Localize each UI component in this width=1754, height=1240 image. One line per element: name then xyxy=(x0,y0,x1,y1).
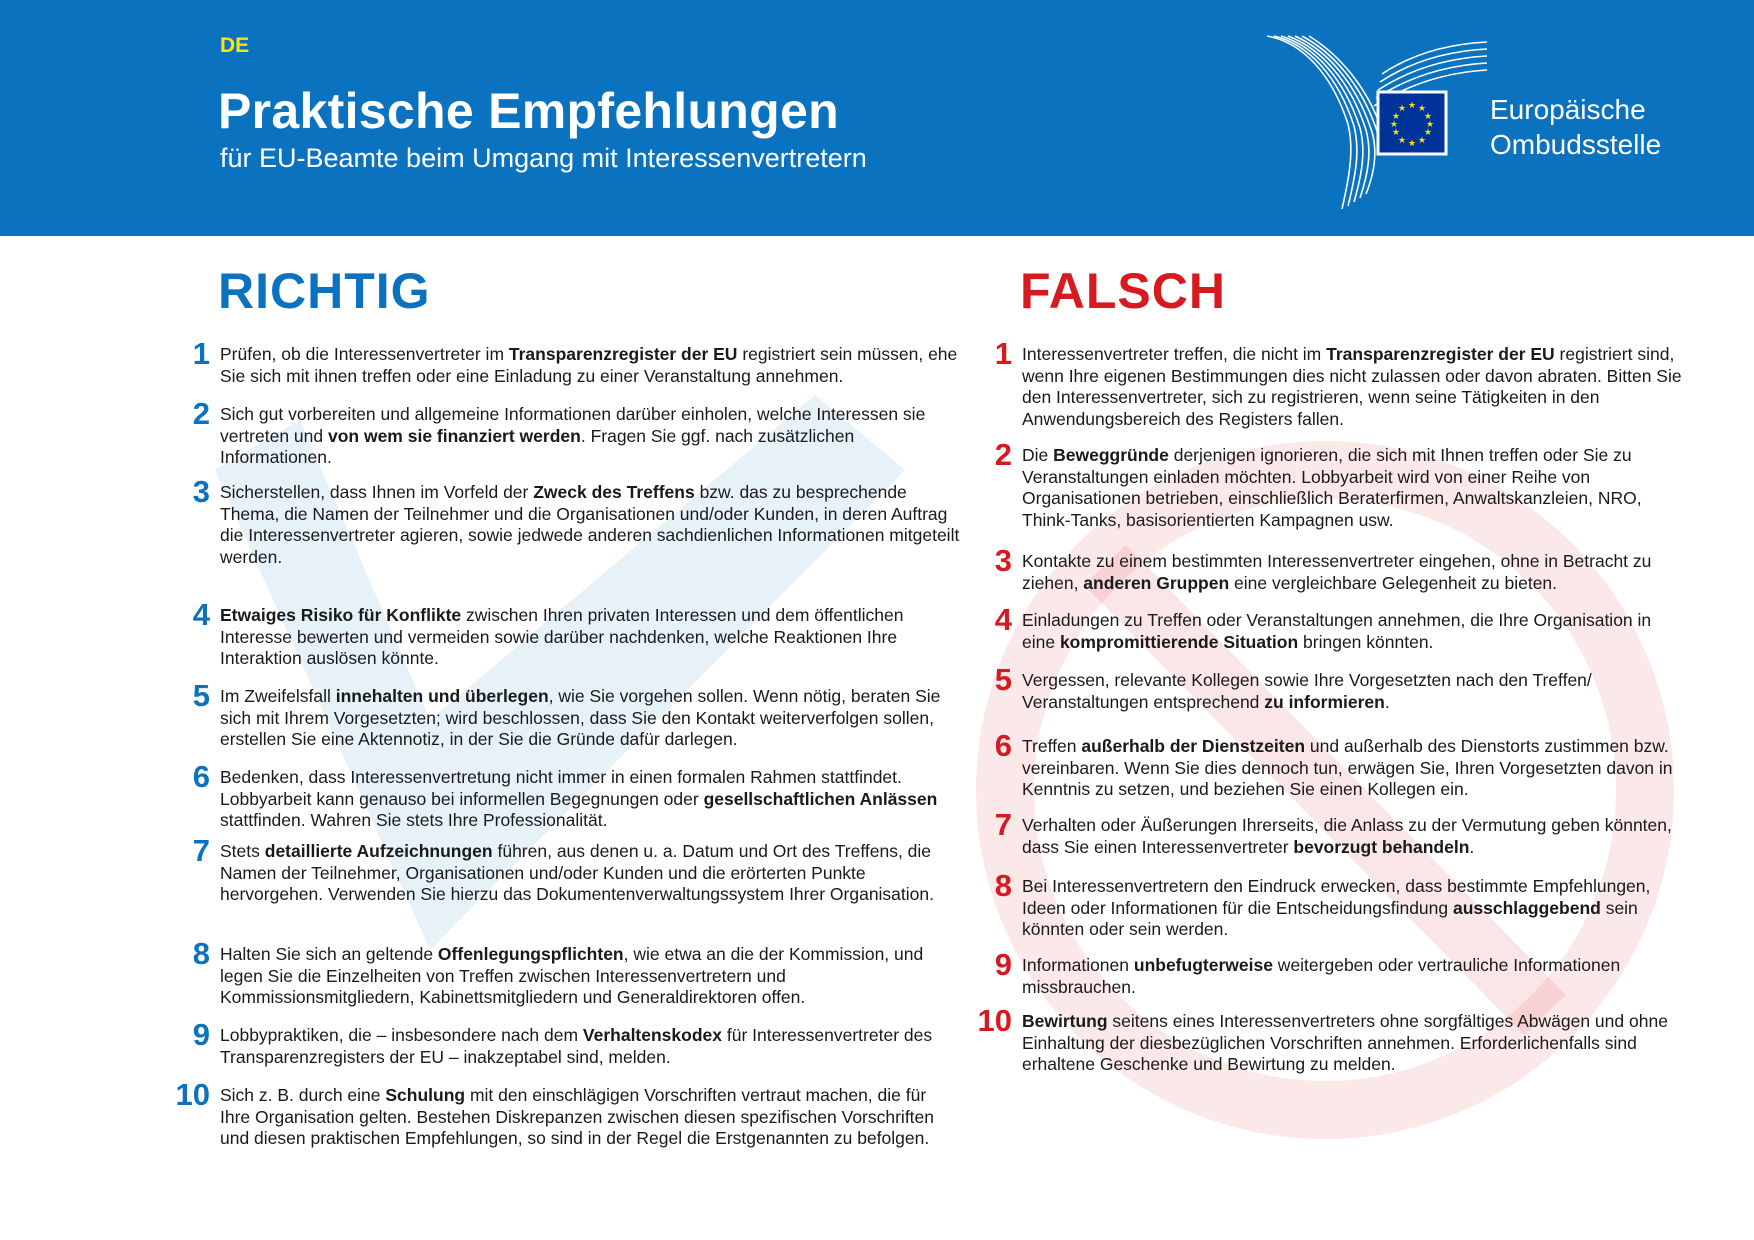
item-text xyxy=(1022,610,1682,653)
item-text-bold: innehalten und überlegen xyxy=(335,686,549,706)
item-text-part: Bei Interessenvertretern den Eindruck erwecken, dass bestimmte Empfehlungen, Ideen oder Informationen für die Entscheidungsfindung xyxy=(1022,876,1651,918)
item-text-part: Sich gut vorbereiten und allgemeine Informationen darüber einholen, welche Interessen sie vertreten und xyxy=(220,404,926,446)
item-text-part: eine vergleichbare Gelegenheit zu bieten. xyxy=(1229,572,1558,593)
item-text-bold: anderen Gruppen xyxy=(1083,572,1230,593)
item-number: 10 xyxy=(175,1077,210,1112)
item-text-part: Interessenvertreter treffen, die nicht im xyxy=(1022,344,1327,364)
item-text-part: für Interessenvertreter des Transparenzregisters der EU – inakzeptabel sind, melden. xyxy=(220,1025,933,1067)
logo-line-2: Ombudsstelle xyxy=(1490,129,1662,160)
item-number: 2 xyxy=(192,396,210,431)
item-text-part: seitens eines Interessenvertreters ohne sorgfältiges Abwägen und ohne Einhaltung der diesbezüglichen Vorschriften annehmen. Erforderlichenfalls sind erhaltene Geschenke und Bewirtung zu melden. xyxy=(1022,1011,1668,1074)
item-text-part: bzw. das zu besprechende Thema, die Namen der Teilnehmer und die Organisationen und/oder Kunden, in deren Auftrag die Interessenvertreter agieren, sowie jedwede anderen sachdienlichen Informationen mitgeteilt werden. xyxy=(220,482,960,567)
item-text-part: Informationen xyxy=(1022,955,1134,975)
item-text-part: Lobbypraktiken, die – insbesondere nach dem xyxy=(220,1025,583,1045)
item-text-part: Kontakte zu einem bestimmten Interessenvertreter eingehen, ohne in Betracht zu ziehen, xyxy=(1022,551,1652,593)
item-text-part: Vergessen, relevante Kollegen sowie Ihre Vorgesetzten nach den Treffen/ Veranstaltungen entsprechend xyxy=(1022,670,1592,712)
item-text xyxy=(1022,344,1682,430)
item-number: 10 xyxy=(977,1003,1012,1038)
item-number: 3 xyxy=(994,543,1012,578)
svg-text:★: ★ xyxy=(1391,112,1401,122)
item-text xyxy=(220,686,960,751)
item-text-part: . Fragen Sie ggf. nach zusätzlichen Informationen. xyxy=(220,425,855,467)
item-text xyxy=(220,841,960,906)
item-text-bold: Verhaltenskodex xyxy=(582,1025,722,1045)
item-text-bold: unbefugterweise xyxy=(1133,955,1273,975)
item-text-bold: Transparenzregister der EU xyxy=(1326,344,1555,364)
item-text-part: Einladungen zu Treffen oder Veranstaltungen annehmen, die Ihre Organisation in eine xyxy=(1022,610,1652,652)
item-text-part: registriert sind, wenn Ihre eigenen Bestimmungen dies nicht zulassen oder davon abraten. Bitten Sie den Interessenvertreter, sich zu registrieren, wenn seine Tätigkeiten in den Anwendungsbereich des Registers fallen. xyxy=(1022,344,1682,429)
item-text xyxy=(1022,1011,1682,1076)
item-text-part: sein könnten oder sein werden. xyxy=(1022,897,1638,939)
item-number: 4 xyxy=(994,602,1012,637)
item-number: 9 xyxy=(994,947,1012,982)
item-text-part: , wie Sie vorgehen sollen. Wenn nötig, beraten Sie sich mit Ihrem Vorgesetzten; wird beschlossen, dass Sie den Kontakt weiterverfolgen sollen, erstellen Sie eine Aktennotiz, in der Sie die Gründe dafür darlegen. xyxy=(220,686,941,749)
item-number: 5 xyxy=(192,678,210,713)
page-subtitle: für EU-Beamte beim Umgang mit Interessenvertretern xyxy=(220,143,867,173)
item-number: 6 xyxy=(192,759,210,794)
svg-text:★: ★ xyxy=(1389,120,1399,130)
item-text xyxy=(220,482,960,568)
item-number: 7 xyxy=(994,807,1012,842)
item-text xyxy=(220,767,960,832)
item-text-part: und außerhalb des Dienstorts zustimmen bzw. vereinbaren. Wenn Sie dies dennoch tun, erwägen Sie, Ihren Vorgesetzten davon in Kenntnis zu setzen, und beziehen Sie einen Kollegen ein. xyxy=(1022,736,1673,799)
item-text-bold: Zweck des Treffens xyxy=(533,482,695,502)
item-text-part: Treffen xyxy=(1022,736,1082,756)
svg-text:★: ★ xyxy=(1391,128,1401,138)
logo-line-1: Europäische xyxy=(1490,94,1646,125)
item-text-part: weitergeben oder vertrauliche Informationen missbrauchen. xyxy=(1022,955,1621,997)
item-number: 7 xyxy=(192,833,210,868)
item-text-part: Prüfen, ob die Interessenvertreter im xyxy=(220,344,509,364)
item-text-part: , wie etwa an die der Kommission, und legen Sie die Einzelheiten von Treffen zwischen Interessenvertretern und Kommissionsmitgliedern, Kabinettsmitgliedern und Generaldirektoren offen. xyxy=(220,944,924,1007)
item-text xyxy=(220,344,960,387)
item-text xyxy=(1022,815,1682,858)
item-text-bold: Offenlegungspflichten xyxy=(437,944,624,964)
item-text xyxy=(1022,551,1682,594)
item-text xyxy=(1022,955,1682,998)
item-text-part: bringen könnten. xyxy=(1298,631,1434,652)
item-text-bold: bevorzugt behandeln xyxy=(1293,836,1470,857)
item-number: 8 xyxy=(192,936,210,971)
item-text-bold: Bewirtung xyxy=(1022,1011,1108,1031)
ombudsman-name xyxy=(1490,92,1661,162)
page-title: Praktische Empfehlungen xyxy=(218,83,839,139)
item-number: 5 xyxy=(994,662,1012,697)
item-text-bold: zu informieren xyxy=(1264,691,1385,712)
item-number: 3 xyxy=(192,474,210,509)
svg-text:★: ★ xyxy=(1397,104,1407,114)
item-text xyxy=(220,605,960,670)
item-text-part: Bedenken, dass Interessenvertretung nicht immer in einen formalen Rahmen stattfindet. Lobbyarbeit kann genauso bei informellen Begegnungen oder xyxy=(220,767,902,809)
header-banner xyxy=(0,0,1754,236)
svg-text:★: ★ xyxy=(1407,139,1417,149)
item-text xyxy=(220,404,960,469)
svg-text:★: ★ xyxy=(1423,128,1433,138)
language-code: DE xyxy=(220,34,250,57)
item-text-part: Die xyxy=(1022,445,1054,465)
ombudsman-swoosh-icon xyxy=(1262,34,1492,214)
item-text-part: . xyxy=(1469,836,1475,857)
item-text xyxy=(1022,670,1682,713)
item-text-part: Stets xyxy=(220,841,265,861)
item-number: 1 xyxy=(192,336,210,371)
item-text-part: Verhalten oder Äußerungen Ihrerseits, die Anlass zu der Vermutung geben könnten, dass Sie einen Interessenvertreter xyxy=(1022,815,1672,857)
item-text-part: Sicherstellen, dass Ihnen im Vorfeld der xyxy=(220,482,534,502)
item-text-part: . xyxy=(1384,691,1390,712)
item-text-bold: Beweggründe xyxy=(1053,445,1169,465)
svg-text:★: ★ xyxy=(1417,136,1427,146)
item-number: 8 xyxy=(994,868,1012,903)
svg-text:★: ★ xyxy=(1417,104,1427,114)
ombudsman-logo xyxy=(1262,34,1732,214)
item-text-part: Halten Sie sich an geltende xyxy=(220,944,438,964)
item-text-part: mit den einschlägigen Vorschriften vertraut machen, die für Ihre Organisation gelten. Bestehen Diskrepanzen zwischen diesen spezifischen Vorschriften und diesen praktischen Empfehlungen, so sind in der Regel die Erstgenannten zu befolgen. xyxy=(220,1085,935,1148)
item-text xyxy=(220,944,960,1009)
item-text-part: zwischen Ihren privaten Interessen und dem öffentlichen Interesse bewerten und vermeiden sowie darüber nachdenken, welche Reaktionen Ihre Interaktion auslösen könnte. xyxy=(220,605,904,668)
item-text xyxy=(1022,736,1682,801)
item-text xyxy=(1022,445,1682,531)
item-text-part: registriert sein müssen, ehe Sie sich mit ihnen treffen oder eine Einladung zu einer Veranstaltung annehmen. xyxy=(220,344,958,386)
item-text-bold: von wem sie finanziert werden xyxy=(327,425,581,446)
item-text xyxy=(220,1085,960,1150)
item-text xyxy=(220,1025,960,1068)
item-text-bold: außerhalb der Dienstzeiten xyxy=(1081,736,1306,756)
falsch-heading: FALSCH xyxy=(1020,263,1226,319)
item-text-part: Sich z. B. durch eine xyxy=(220,1085,386,1105)
item-text-bold: ausschlaggebend xyxy=(1453,897,1601,918)
svg-text:★: ★ xyxy=(1397,136,1407,146)
item-number: 6 xyxy=(994,728,1012,763)
item-text-part: führen, aus denen u. a. Datum und Ort des Treffens, die Namen der Teilnehmer, Organisationen und/oder Kunden und die erörterten Punkte hervorgehen. Verwenden Sie hierzu das Dokumentenverwaltungssystem Ihrer Organisation. xyxy=(220,841,934,904)
svg-text:★: ★ xyxy=(1425,120,1435,130)
svg-text:★: ★ xyxy=(1423,112,1433,122)
svg-text:★: ★ xyxy=(1407,101,1417,111)
item-text-part: derjenigen ignorieren, die sich mit Ihnen treffen oder Sie zu Veranstaltungen einladen möchten. Lobbyarbeit wird von einer Reihe von Organisationen betrieben, einschließlich Beraterfirmen, Anwaltskanzleien, NRO, Think-Tanks, basisorientierten Kampagnen usw. xyxy=(1022,445,1642,530)
richtig-heading: RICHTIG xyxy=(218,263,431,319)
item-number: 9 xyxy=(192,1017,210,1052)
item-number: 4 xyxy=(192,597,210,632)
item-number: 1 xyxy=(994,336,1012,371)
item-text-bold: detaillierte Aufzeichnungen xyxy=(264,841,493,861)
item-text-bold: gesellschaftlichen Anlässen xyxy=(703,788,938,809)
item-text-bold: Etwaiges Risiko für Konflikte xyxy=(220,605,462,625)
item-number: 2 xyxy=(994,437,1012,472)
item-text-bold: Schulung xyxy=(385,1085,466,1105)
item-text-part: stattfinden. Wahren Sie stets Ihre Professionalität. xyxy=(220,810,608,830)
item-text-bold: Transparenzregister der EU xyxy=(508,344,738,364)
item-text-part: Im Zweifelsfall xyxy=(220,686,336,706)
item-text xyxy=(1022,876,1682,941)
item-text-bold: kompromittierende Situation xyxy=(1059,631,1299,652)
